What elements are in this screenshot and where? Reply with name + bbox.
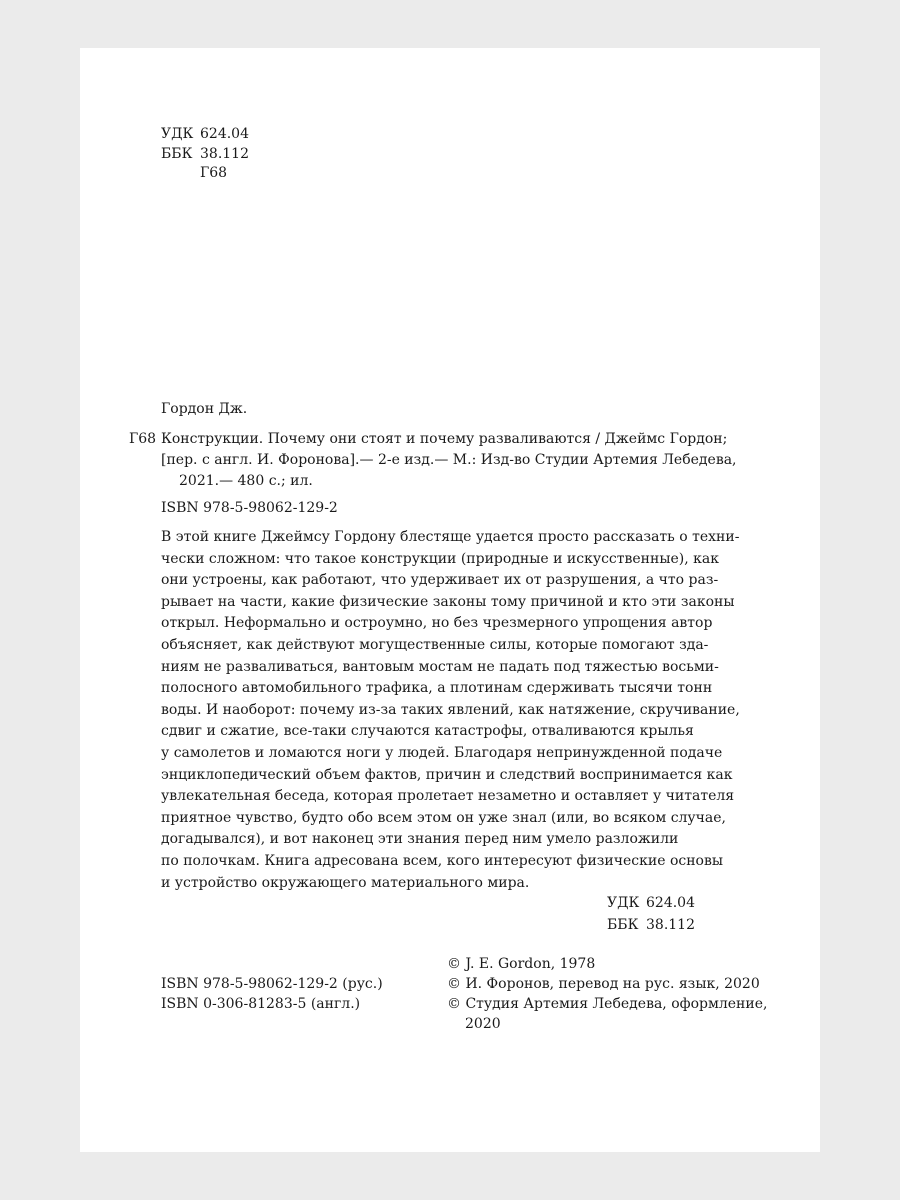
annotation-line: открыл. Неформально и остроумно, но без чрезмерного упрощения автор [161, 615, 713, 632]
annotation-line: они устроены, как работают, что удерживает их от разрушения, а что раз- [161, 572, 719, 589]
author-heading: Гордон Дж. [161, 401, 248, 417]
bbk-label: ББК [607, 917, 639, 933]
annotation-line: увлекательная беседа, которая пролетает незаметно и оставляет у читателя [161, 788, 735, 805]
annotation-line: рывает на части, какие физические законы тому причиной и кто эти законы [161, 593, 735, 610]
copyright-line: © И. Форонов, перевод на рус. язык, 2020 [447, 976, 760, 992]
annotation-line: воды. И наоборот: почему из-за таких явлений, как натяжение, скручивание, [161, 701, 740, 718]
imprint-page [80, 48, 820, 1152]
annotation-line: чески сложном: что такое конструкции (природные и искусственные), как [161, 550, 719, 567]
bbk-value: 38.112 [200, 146, 249, 162]
author-mark-margin: Г68 [129, 431, 157, 447]
isbn-english: ISBN 0-306-81283-5 (англ.) [161, 996, 361, 1012]
title-line: 2021.— 480 с.; ил. [179, 473, 313, 489]
copyright-line: © J. E. Gordon, 1978 [447, 956, 596, 972]
udk-value: 624.04 [646, 895, 695, 911]
bbk-value: 38.112 [646, 917, 695, 933]
udk-label: УДК [607, 895, 640, 911]
copyright-line: © Студия Артемия Лебедева, оформление, [447, 996, 768, 1012]
annotation-line: по полочкам. Книга адресована всем, кого интересуют физические основы [161, 852, 724, 869]
annotation-line: приятное чувство, будто обо всем этом он уже знал (или, во всяком случае, [161, 809, 726, 826]
annotation-line: ниям не разваливаться, вантовым мостам не падать под тяжестью восьми- [161, 658, 719, 675]
annotation-line: полосного автомобильного трафика, а плотинам сдерживать тысячи тонн [161, 680, 713, 697]
annotation-line: догадывался), и вот наконец эти знания перед ним умело разложили [161, 831, 679, 848]
annotation [161, 527, 740, 894]
isbn-russian: ISBN 978-5-98062-129-2 (рус.) [161, 976, 383, 992]
annotation-line: у самолетов и ломаются ноги у людей. Благодаря непринужденной подаче [161, 744, 723, 761]
author-mark: Г68 [200, 165, 228, 181]
annotation-line: В этой книге Джеймсу Гордону блестяще удается просто рассказать о техни- [161, 529, 740, 545]
copyright-line: 2020 [465, 1016, 501, 1032]
isbn-line: ISBN 978-5-98062-129-2 [161, 500, 338, 516]
annotation-line: энциклопедический объем фактов, причин и следствий воспринимается как [161, 766, 733, 783]
annotation-line: и устройство окружающего материального мира. [161, 874, 530, 891]
title-line: [пер. с англ. И. Форонова].— 2-е изд.— М.: Изд-во Студии Артемия Лебедева, [161, 452, 737, 468]
title-line: Конструкции. Почему они стоят и почему разваливаются / Джеймс Гордон; [161, 431, 728, 447]
bbk-label: ББК [161, 146, 193, 162]
udk-label: УДК [161, 126, 194, 142]
udk-value: 624.04 [200, 126, 249, 142]
annotation-line: объясняет, как действуют могущественные силы, которые помогают зда- [161, 636, 709, 653]
annotation-line: сдвиг и сжатие, все-таки случаются катастрофы, отваливаются крылья [161, 723, 694, 740]
